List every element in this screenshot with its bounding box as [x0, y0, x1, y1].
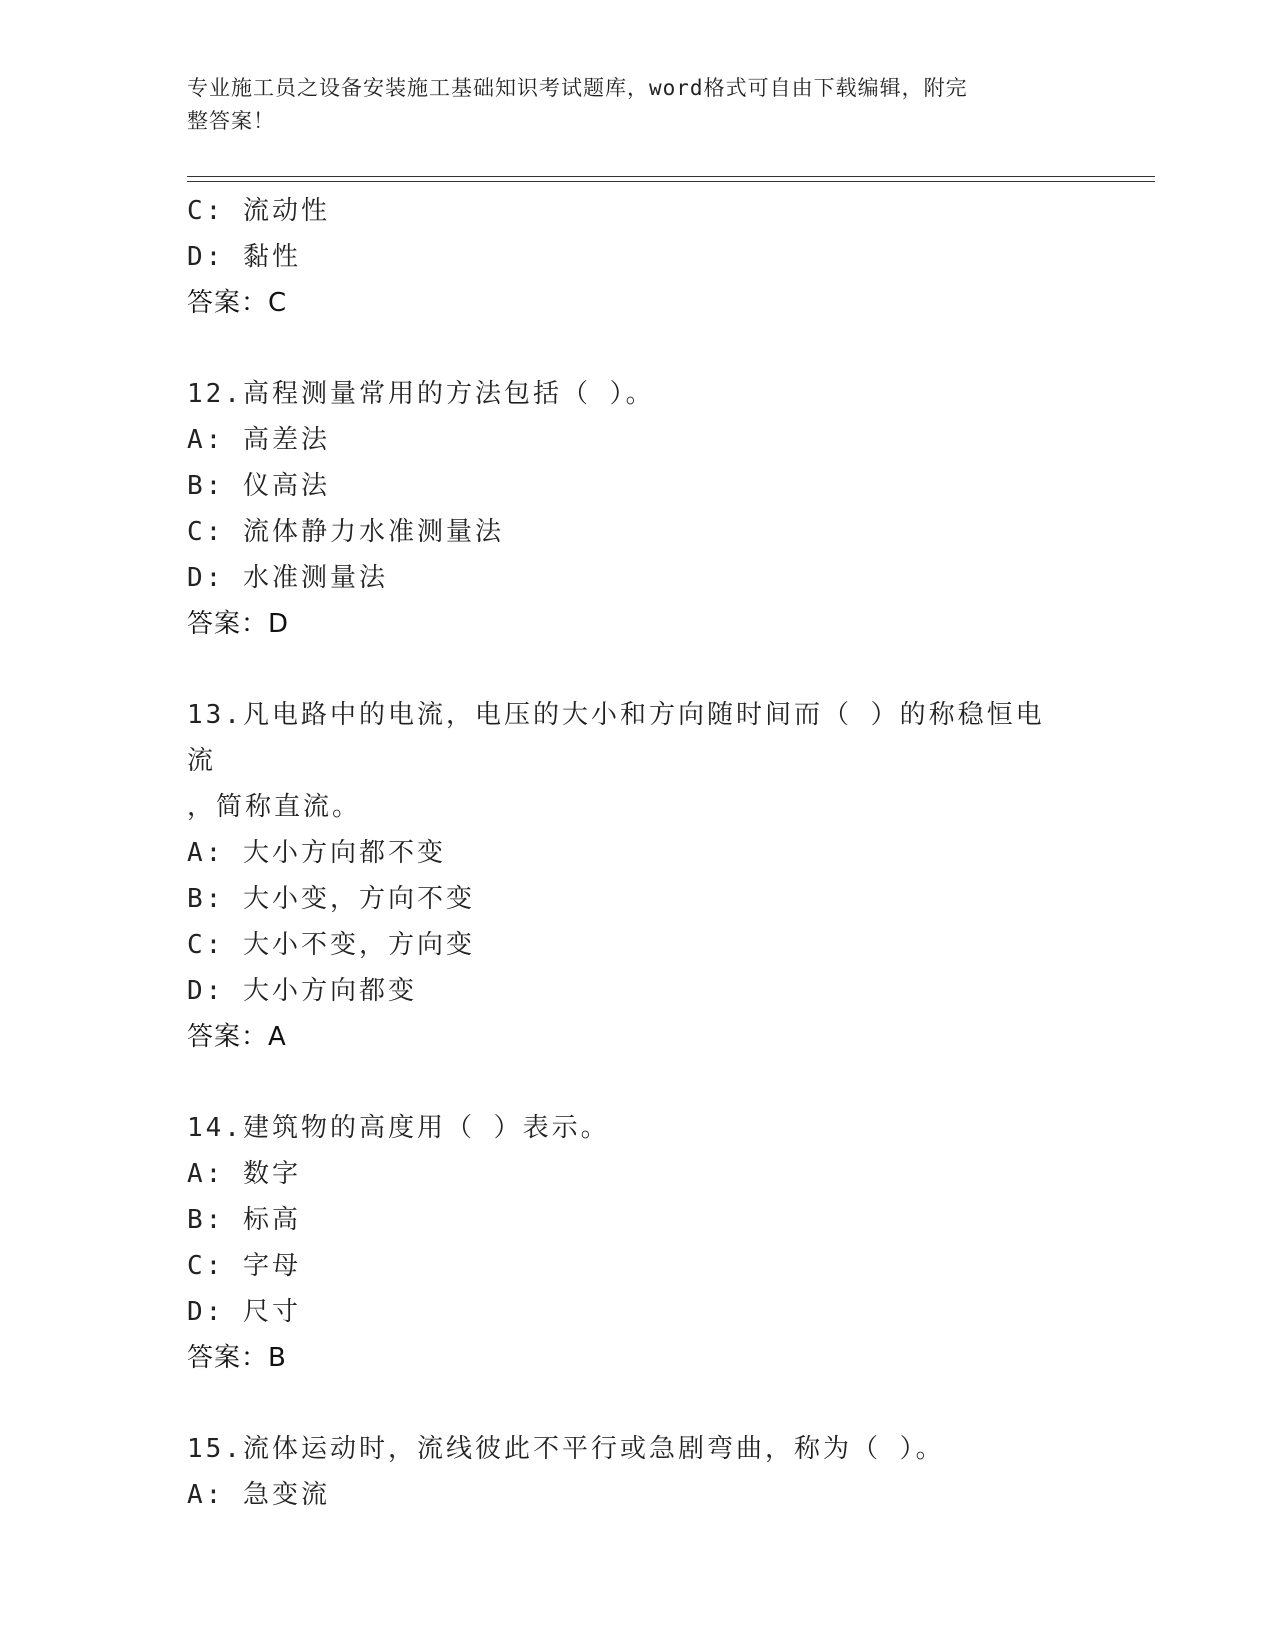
- header-divider-bottom: [187, 181, 1155, 182]
- document-header: [187, 72, 1067, 138]
- question-14: [187, 1105, 1087, 1381]
- question-12: [187, 371, 1087, 647]
- option-b: B: 标高: [187, 1205, 301, 1235]
- option-a: A: 数字: [187, 1159, 301, 1189]
- question-list: [187, 188, 1087, 1518]
- option-a: A: 急变流: [187, 1480, 330, 1510]
- answer-line: 答案：A: [187, 1022, 287, 1052]
- answer-line: 答案：C: [187, 288, 288, 318]
- option-c: C: 流体静力水准测量法: [187, 517, 504, 547]
- option-b: B: 仪高法: [187, 471, 330, 501]
- question-stem: 13.凡电路中的电流，电压的大小和方向随时间而（ ）的称稳恒电流: [187, 700, 1045, 776]
- answer-line: 答案：B: [187, 1343, 287, 1373]
- option-d: D: 黏性: [187, 242, 301, 272]
- option-c: C: 大小不变，方向变: [187, 930, 475, 960]
- option-c: C: 流动性: [187, 196, 330, 226]
- question-stem: 14.建筑物的高度用（ ）表示。: [187, 1113, 610, 1143]
- header-line-1: 专业施工员之设备安装施工基础知识考试题库，word格式可自由下载编辑，附完: [187, 76, 968, 100]
- option-d: D: 大小方向都变: [187, 976, 417, 1006]
- header-divider-top: [187, 176, 1155, 177]
- option-d: D: 水准测量法: [187, 563, 388, 593]
- option-a: A: 高差法: [187, 425, 330, 455]
- question-stem: 12.高程测量常用的方法包括（ ）。: [187, 379, 655, 409]
- question-15: [187, 1426, 1087, 1518]
- answer-line: 答案：D: [187, 609, 290, 639]
- header-line-2: 整答案！: [187, 109, 275, 133]
- question-stem: 15.流体运动时，流线彼此不平行或急剧弯曲，称为（ ）。: [187, 1434, 945, 1464]
- option-c: C: 字母: [187, 1251, 301, 1281]
- option-b: B: 大小变，方向不变: [187, 884, 475, 914]
- option-d: D: 尺寸: [187, 1297, 301, 1327]
- question-11-tail: [187, 188, 1087, 326]
- question-13: [187, 692, 1087, 1060]
- question-stem-continued: ，简称直流。: [187, 792, 362, 822]
- option-a: A: 大小方向都不变: [187, 838, 446, 868]
